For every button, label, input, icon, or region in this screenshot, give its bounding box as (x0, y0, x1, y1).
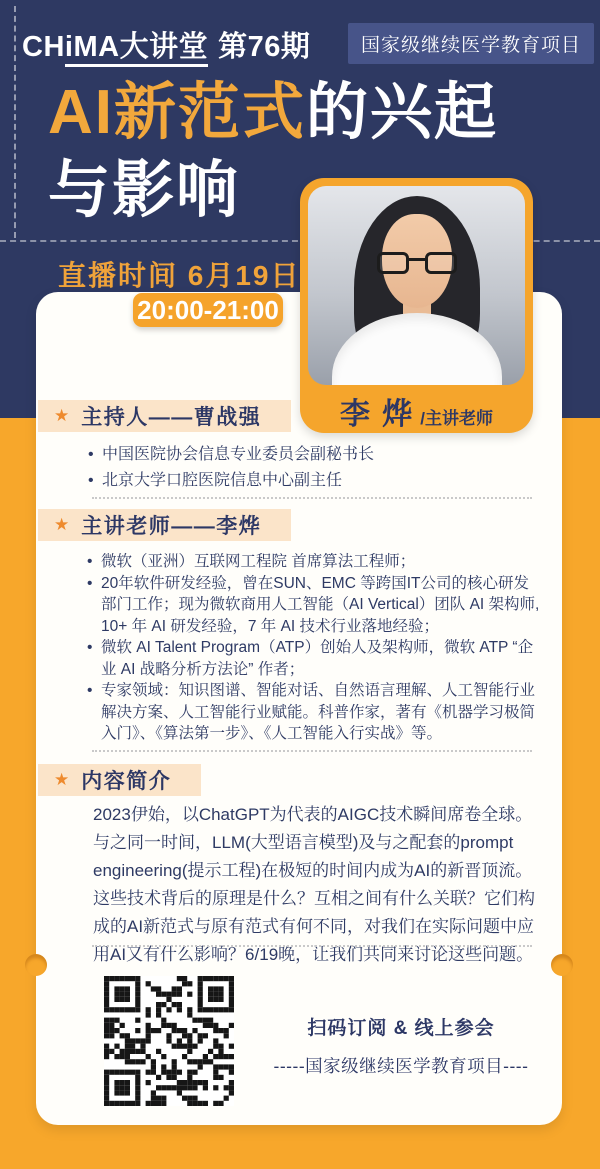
speaker-photo (308, 186, 525, 385)
speaker-photo-card (300, 178, 533, 433)
logo-cn: 大讲堂 (119, 31, 209, 63)
gov-program-badge: 国家级继续医学教育项目 (348, 23, 594, 64)
speaker-role: /主讲老师 (420, 409, 494, 428)
list-item: • 中国医院协会信息专业委员会副秘书长 (88, 442, 528, 468)
live-time-label: 直播时间 6月19日 (58, 260, 301, 291)
intro-paragraph: 2023伊始，以ChatGPT为代表的AIGC技术瞬间席卷全球。与之同一时间，LLM(大型语言模型)及与之配套的prompt engineering(提示工程)在极短的时间内成为AI的新晋顶流。这些技术背后的原理是什么？互相之间有什么关联？它们构成的AI新范式与原有范式有何不同，对我们在实际问题中应用AI又有什么影响？6/19晚，让我们共同来讨论这些问题。 (93, 805, 535, 964)
star-icon: ★ (54, 406, 70, 425)
section-title-speaker: 主讲老师——李烨 (81, 515, 262, 538)
dotted-divider (92, 945, 532, 947)
logo-i: i (64, 31, 74, 63)
section-title-intro: 内容简介 (81, 770, 172, 793)
gov-program-note: -----国家级继续医学教育项目---- (273, 1056, 529, 1076)
title-line-1 (48, 74, 498, 152)
scan-cta-text: 扫码订阅 & 线上参会 (307, 1018, 495, 1039)
issue-number: 第76期 (218, 31, 311, 63)
list-item: • 北京大学口腔医院信息中心副主任 (88, 468, 528, 494)
host-bullet-list (88, 442, 528, 494)
star-icon: ★ (54, 770, 70, 789)
dotted-divider (92, 750, 532, 752)
list-item: • 微软（亚洲）互联网工程院 首席算法工程师； (87, 551, 543, 573)
speaker-name: 李 烨 (339, 398, 415, 431)
list-item: • 微软 AI Talent Program（ATP）创始人及架构师，微软 ATP “企业 AI 战略分析方法论” 作者； (87, 637, 543, 680)
speaker-bullet-list (87, 551, 543, 745)
chima-logo (22, 24, 310, 65)
star-icon: ★ (54, 515, 70, 534)
ticket-notch-left (25, 954, 47, 976)
section-header-intro (38, 764, 201, 796)
ticket-notch-right (551, 954, 573, 976)
section-header-host (38, 400, 291, 432)
list-item: • 专家领域：知识图谱、智能对话、自然语言理解、人工智能行业解决方案、人工智能行业赋能。科普作家，著有《机器学习极简入门》、《算法第一步》、《人工智能入行实战》等。 (87, 680, 543, 745)
speaker-name-label (300, 389, 533, 433)
logo-prefix: CH (22, 31, 65, 63)
time-badge: 20:00-21:00 (133, 293, 283, 327)
list-item: • 20年软件研发经验，曾在SUN、EMC 等跨国IT公司的核心研发部门工作；现为微软商用人工智能（AI Vertical）团队 AI 架构师, 10+ 年 AI 研发经验，7 年 AI 技术行业落地经验； (87, 573, 543, 638)
section-header-speaker (38, 509, 291, 541)
section-title-host: 主持人——曹战强 (81, 406, 262, 429)
title-highlight: AI新范式 (48, 78, 307, 147)
qr-code (104, 976, 234, 1106)
logo-rest: MA (73, 31, 120, 63)
decorative-dashed-line-vertical (14, 6, 16, 238)
title-line-2: 与影响 (48, 156, 241, 225)
title-rest: 的兴起 (306, 78, 499, 147)
glasses-icon (377, 252, 457, 274)
dotted-divider (92, 497, 532, 499)
